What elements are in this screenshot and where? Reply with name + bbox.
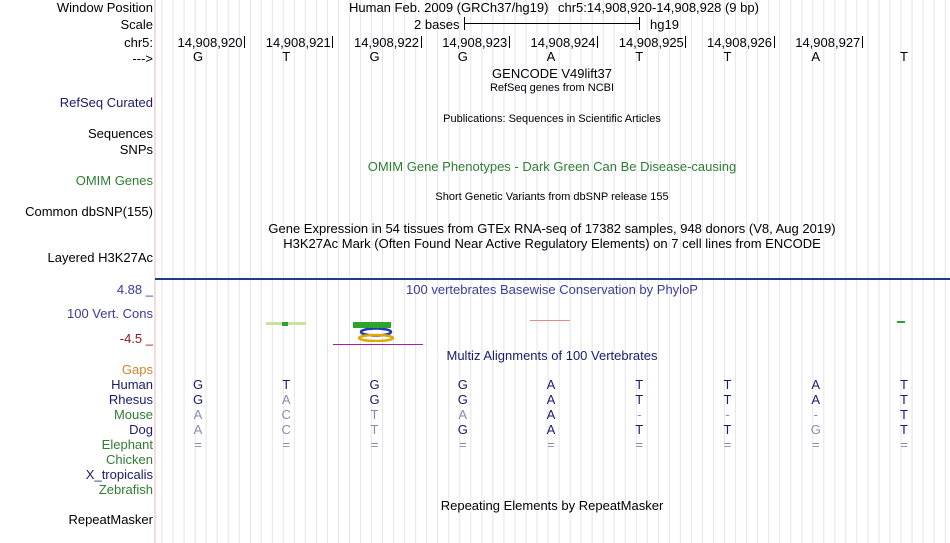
phylop-min-value: -4.5 _ [119,331,153,346]
section-divider [155,278,950,280]
alignment-base: T [635,422,644,437]
ruler-tick [509,36,510,48]
alignment-base: G [192,392,204,407]
position-range: chr5:14,908,920-14,908,928 (9 bp) [558,0,759,15]
vert-cons-label[interactable]: 100 Vert. Cons [67,306,153,321]
repeatmasker-label[interactable]: RepeatMasker [68,512,153,527]
phylop-bar-9 [897,321,905,323]
alignment-base: = [723,437,732,452]
alignment-base: A [193,422,203,437]
alignment-base: A [811,392,821,407]
alignment-base: - [725,407,730,422]
alignment-base: = [900,437,908,452]
omim-genes-label[interactable]: OMIM Genes [75,173,153,188]
alignment-base: G [457,392,468,407]
alignment-base: T [635,392,644,407]
alignment-base: A [193,407,203,422]
phylop-bar-1-peak [282,322,288,326]
ruler-tick [862,36,863,48]
h3k27ac-track-title: H3K27Ac Mark (Often Found Near Active Regulatory Elements) on 7 cell lines from ENCODE [283,236,821,251]
species-label[interactable]: X_tropicalis [85,467,153,482]
alignment-base: - [637,407,642,422]
alignment-base: G [810,422,821,437]
alignment-base: T [900,377,908,392]
gencode-track-title: GENCODE V49lift37 [492,66,612,81]
ruler-tick-label: 14,908,922 [353,35,420,50]
ruler-tick-label: 14,908,925 [618,35,684,50]
alignment-base: = [194,437,202,452]
ruler-tick [774,36,775,48]
species-label[interactable]: Mouse [113,407,153,422]
alignment-base: T [282,377,291,392]
ruler-tick-label: 14,908,921 [265,35,331,50]
ruler-tick [685,36,686,48]
alignment-base: G [192,377,204,392]
publications-track-title: Publications: Sequences in Scientific Articles [443,113,661,125]
alignment-base: T [370,407,379,422]
species-label[interactable]: Chicken [106,452,153,467]
alignment-base: = [458,437,467,452]
species-label[interactable]: Dog [129,422,153,437]
species-label[interactable]: Rhesus [108,392,153,407]
alignment-base: = [282,437,291,452]
ruler-tick-label: 14,908,926 [706,35,773,50]
alignment-base: A [546,422,556,437]
refseq-curated-label[interactable]: RefSeq Curated [59,95,153,110]
ruler-tick-label: 14,908,924 [530,35,596,50]
alignment-base: T [370,422,379,437]
omim-track-title: OMIM Gene Phenotypes - Dark Green Can Be Disease-causing [367,159,737,174]
dbsnp-track-title: Short Genetic Variants from dbSNP release 155 [435,191,669,203]
ruler-tick [597,36,598,48]
db-label: hg19 [650,17,679,32]
phylop-track-title: 100 vertebrates Basewise Conservation by PhyloP [406,282,698,297]
gtex-track-title: Gene Expression in 54 tissues from GTEx RNA-seq of 17382 samples, 948 donors (V8, Aug 2019) [268,221,836,236]
alignment-base: = [635,437,644,452]
alignment-base: T [723,392,732,407]
ruler-tick [244,36,245,48]
scale-text: 2 bases [414,17,460,32]
alignment-base: - [813,407,818,422]
reference-base: A [811,49,821,64]
alignment-base: A [546,407,556,422]
reference-base: T [723,49,732,64]
alignment-base: A [811,377,821,392]
phylop-bar-5 [530,320,570,321]
refseq-track-subtitle: RefSeq genes from NCBI [489,82,615,94]
layered-h3k27ac-label[interactable]: Layered H3K27Ac [47,250,153,265]
alignment-base: C [281,422,291,437]
species-label[interactable]: Elephant [101,437,153,452]
alignment-base: G [457,377,468,392]
cons-baseline [333,344,423,345]
multiz-track-title: Multiz Alignments of 100 Vertebrates [446,348,658,363]
ruler-tick-label: 14,908,927 [795,35,861,50]
reference-base: T [282,49,291,64]
assembly-title: Human Feb. 2009 (GRCh37/hg19) [349,0,549,15]
alignment-base: A [546,392,556,407]
reference-base: T [900,49,908,64]
alignment-base: C [281,407,291,422]
alignment-base: G [457,422,468,437]
reference-base: T [635,49,644,64]
alignment-base: A [281,392,291,407]
alignment-base: = [811,437,820,452]
ruler-tick [421,36,422,48]
alignment-base: T [900,407,908,422]
species-label[interactable]: Zebrafish [98,482,153,497]
reference-base: G [457,49,468,64]
species-label[interactable]: Human [111,377,153,392]
repeatmasker-track-title: Repeating Elements by RepeatMasker [440,498,664,513]
snps-label[interactable]: SNPs [119,142,153,157]
chrom-label: chr5: [124,35,153,50]
scale-bar [464,17,640,30]
alignment-base: T [723,422,732,437]
window-position-label: Window Position [56,0,153,15]
alignment-base: G [369,392,380,407]
strand-label: ---> [132,51,153,66]
ruler-tick-label: 14,908,920 [177,35,243,50]
alignment-base: T [900,392,908,407]
alignment-base: G [369,377,380,392]
alignment-base: A [546,377,556,392]
reference-base: G [369,49,380,64]
reference-base: A [546,49,556,64]
gaps-label[interactable]: Gaps [121,362,153,377]
common-dbsnp-label[interactable]: Common dbSNP(155) [25,204,153,219]
alignment-base: = [370,437,379,452]
alignment-base: = [547,437,555,452]
alignment-base: A [458,407,468,422]
sequences-label[interactable]: Sequences [87,126,153,141]
alignment-base: T [723,377,732,392]
phylop-max-value: 4.88 _ [116,282,153,297]
alignment-base: T [900,422,908,437]
ruler-tick-label: 14,908,923 [442,35,508,50]
alignment-base: T [635,377,644,392]
scale-label: Scale [120,17,153,32]
sequence-logo-icon [356,328,396,342]
reference-base: G [192,49,204,64]
ruler-tick [332,36,333,48]
